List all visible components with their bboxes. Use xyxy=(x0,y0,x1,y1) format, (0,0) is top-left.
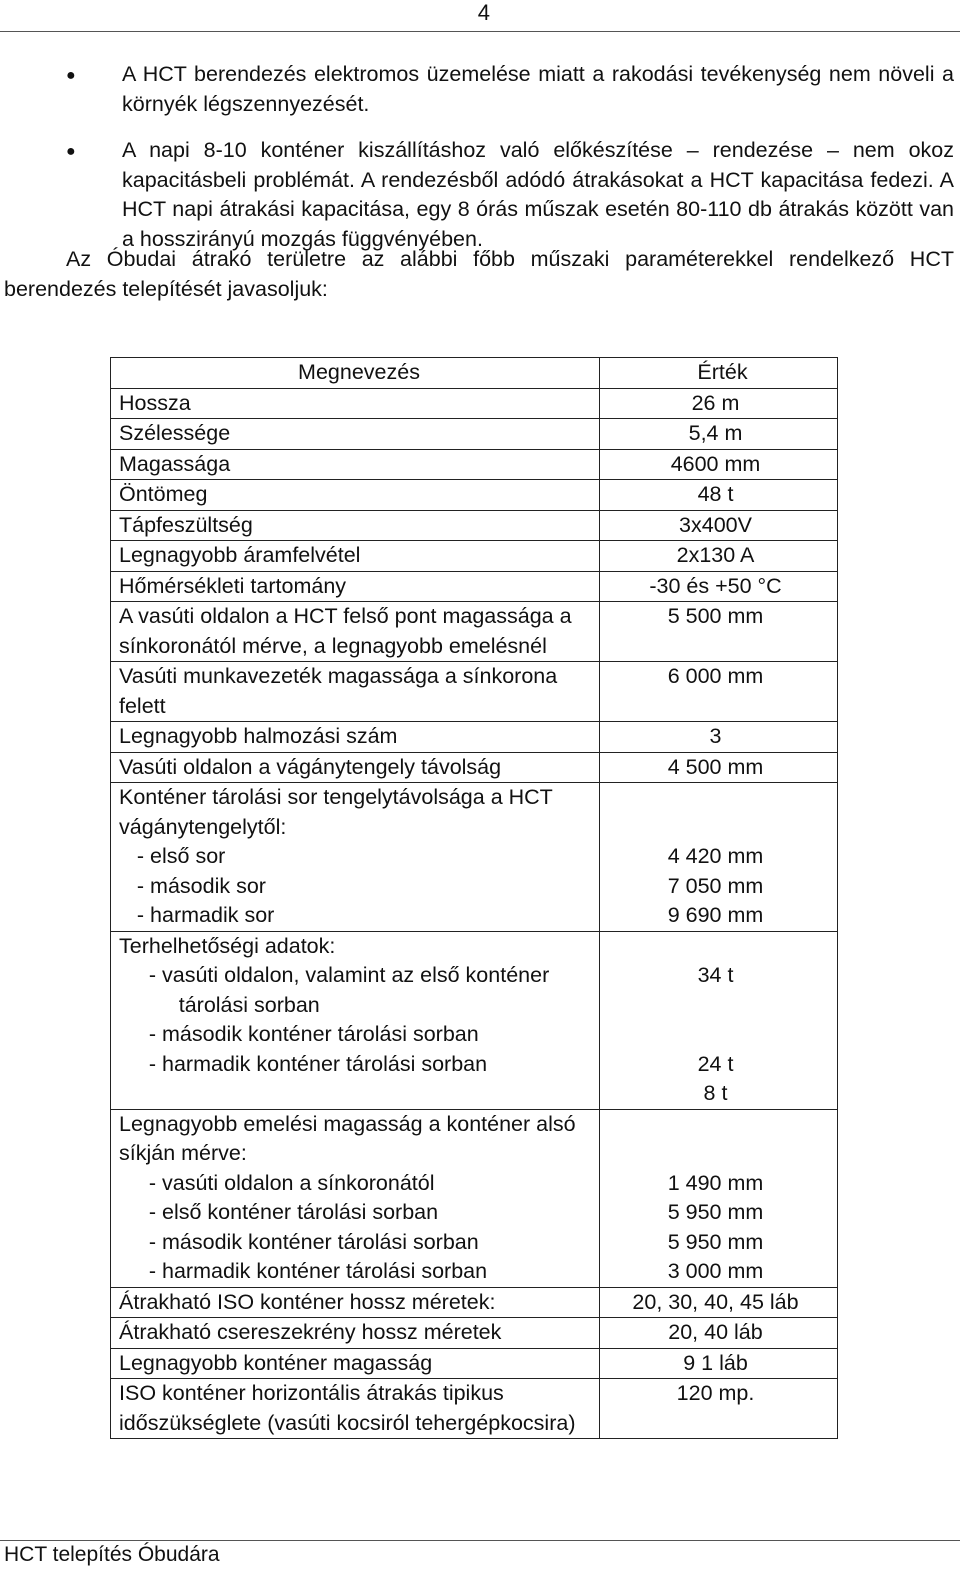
param-value: 3 xyxy=(600,722,838,753)
param-value: -30 és +50 °C xyxy=(600,571,838,602)
header-value: Érték xyxy=(600,358,838,389)
param-value: 1 490 mm 5 950 mm 5 950 mm 3 000 mm xyxy=(600,1109,838,1287)
bullet-text: A HCT berendezés elektromos üzemelése miatt a rakodási tevékenység nem növeli a környék légszennyezését. xyxy=(122,62,954,116)
table-row xyxy=(111,752,838,783)
param-value: 5,4 m xyxy=(600,419,838,450)
header-name: Megnevezés xyxy=(111,358,600,389)
table-row xyxy=(111,1287,838,1318)
param-value: 20, 40 láb xyxy=(600,1318,838,1349)
param-value: 9 1 láb xyxy=(600,1348,838,1379)
param-value: 4 500 mm xyxy=(600,752,838,783)
table-row xyxy=(111,571,838,602)
param-value: 120 mp. xyxy=(600,1379,838,1439)
param-name: Hőmérsékleti tartomány xyxy=(111,571,600,602)
param-name: Átrakható ISO konténer hossz méretek: xyxy=(111,1287,600,1318)
table-row xyxy=(111,419,838,450)
param-value: 5 500 mm xyxy=(600,602,838,662)
param-name: Hossza xyxy=(111,388,600,419)
bullet-dot-icon: ● xyxy=(66,143,76,160)
bullet-dot-icon: ● xyxy=(66,67,76,84)
table-row xyxy=(111,388,838,419)
table-row xyxy=(111,1318,838,1349)
table-row xyxy=(111,662,838,722)
param-name: Legnagyobb áramfelvétel xyxy=(111,541,600,572)
table-row xyxy=(111,722,838,753)
parameters-table xyxy=(110,357,838,1439)
param-name: Konténer tárolási sor tengelytávolsága a HCT vágánytengelytől: - első sor - második sor - harmadik sor xyxy=(111,783,600,932)
bullet-text: A napi 8-10 konténer kiszállításhoz való előkészítése – rendezése – nem okoz kapacitásbeli problémát. A rendezésből adódó átrakásokat a HCT kapacitása fedezi. A HCT napi átrakási kapacitása, egy 8 órás műszak esetén 80-110 db átrakás között van a hosszirányú mozgás függvényében. xyxy=(122,138,954,251)
table-row xyxy=(111,1379,838,1439)
table-row xyxy=(111,783,838,932)
param-name: Legnagyobb halmozási szám xyxy=(111,722,600,753)
param-value: 48 t xyxy=(600,480,838,511)
table-row xyxy=(111,449,838,480)
param-name: Terhelhetőségi adatok: - vasúti oldalon, valamint az első konténer tárolási sorban - második konténer tárolási sorban - harmadik konténer tárolási sorban xyxy=(111,931,600,1109)
param-value: 6 000 mm xyxy=(600,662,838,722)
param-name: ISO konténer horizontális átrakás tipikus időszükséglete (vasúti kocsiról tehergépkocsira) xyxy=(111,1379,600,1439)
table-row xyxy=(111,510,838,541)
param-value: 26 m xyxy=(600,388,838,419)
header-rule xyxy=(0,31,960,32)
param-name: Átrakható csereszekrény hossz méretek xyxy=(111,1318,600,1349)
table-row xyxy=(111,541,838,572)
param-name: Magassága xyxy=(111,449,600,480)
param-name: Vasúti munkavezeték magassága a sínkorona felett xyxy=(111,662,600,722)
param-value: 2x130 A xyxy=(600,541,838,572)
bullet-list xyxy=(60,60,954,271)
param-name: Vasúti oldalon a vágánytengely távolság xyxy=(111,752,600,783)
param-name: Tápfeszültség xyxy=(111,510,600,541)
table-row xyxy=(111,931,838,1109)
param-value: 3x400V xyxy=(600,510,838,541)
table-row xyxy=(111,1348,838,1379)
table-body xyxy=(111,388,838,1439)
param-value: 20, 30, 40, 45 láb xyxy=(600,1287,838,1318)
param-name: Öntömeg xyxy=(111,480,600,511)
param-value: 34 t 24 t 8 t xyxy=(600,931,838,1109)
footer-text: HCT telepítés Óbudára xyxy=(4,1543,220,1566)
bullet-item xyxy=(60,60,954,119)
table-row xyxy=(111,1109,838,1287)
table-row xyxy=(111,480,838,511)
bullet-item xyxy=(60,136,954,254)
param-value: 4 420 mm 7 050 mm 9 690 mm xyxy=(600,783,838,932)
table-header-row xyxy=(111,358,838,389)
intro-paragraph: Az Óbudai átrakó területre az alábbi főbb műszaki paraméterekkel rendelkező HCT berendezés telepítését javasoljuk: xyxy=(4,247,954,301)
footer-rule xyxy=(0,1540,960,1541)
param-name: Legnagyobb emelési magasság a konténer alsó síkján mérve: - vasúti oldalon a sínkoronától - első konténer tárolási sorban - második konténer tárolási sorban - harmadik konténer tárolási sorban xyxy=(111,1109,600,1287)
param-value: 4600 mm xyxy=(600,449,838,480)
table-row xyxy=(111,602,838,662)
param-name: Szélessége xyxy=(111,419,600,450)
param-name: A vasúti oldalon a HCT felső pont magassága a sínkoronától mérve, a legnagyobb emelésnél xyxy=(111,602,600,662)
param-name: Legnagyobb konténer magasság xyxy=(111,1348,600,1379)
page-number: 4 xyxy=(477,0,490,25)
